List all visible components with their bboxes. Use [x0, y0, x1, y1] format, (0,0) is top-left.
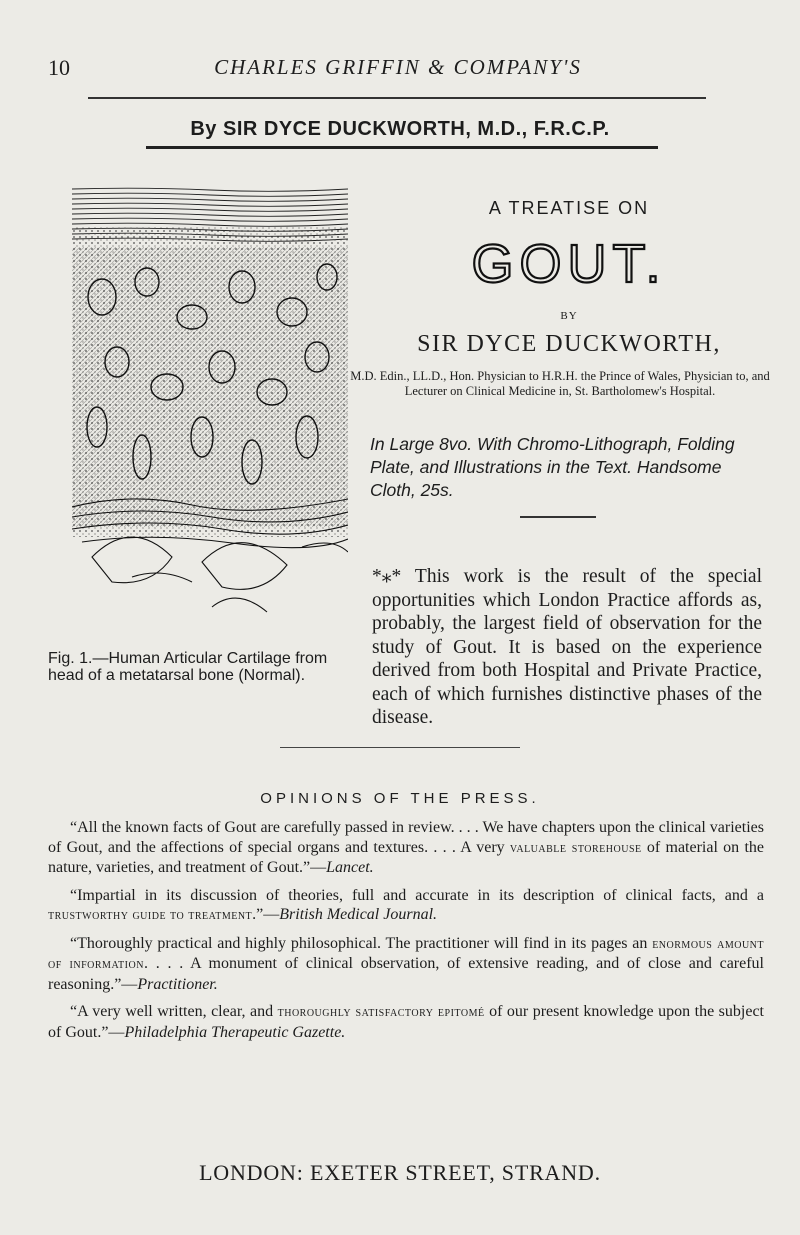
review-text: “A very well written, clear, and — [70, 1003, 278, 1020]
book-blurb — [372, 565, 762, 730]
gout-lettering — [378, 225, 760, 295]
gout-title-text: GOUT. — [471, 234, 667, 294]
review-text: .”— — [252, 906, 280, 923]
review-source: Lancet. — [326, 859, 374, 876]
review-text: “Impartial in its discussion of theories, full and accurate in its description of clinical facts, and a — [70, 886, 764, 904]
byline: By SIR DYCE DUCKWORTH, M.D., F.R.C.P. — [190, 118, 610, 140]
short-rule — [520, 516, 596, 518]
review-emphasis: thoroughly satisfactory epitomé — [277, 1005, 485, 1020]
review-source: Philadelphia Therapeutic Gazette. — [124, 1023, 346, 1041]
asterism: *⁎* — [372, 566, 402, 587]
review-source: Practitioner. — [137, 975, 218, 993]
review-emphasis: enormous amount of information — [48, 936, 764, 972]
author-name: SIR DYCE DUCKWORTH, — [417, 331, 721, 357]
press-heading: OPINIONS OF THE PRESS. — [260, 790, 540, 807]
section-rule — [280, 747, 520, 748]
byline-rule — [146, 146, 658, 149]
review-practitioner — [48, 934, 764, 995]
press-reviews — [48, 818, 764, 1050]
header-rule — [88, 97, 706, 99]
review-bmj — [48, 886, 764, 926]
running-title: CHARLES GRIFFIN & COMPANY'S — [214, 55, 582, 79]
blurb-text: This work is the result of the special opportunities which London Practice affords as, probably, the largest field of observation for the study of Gout. It is based on the experience derived from both Hospital and Private Practice, each of which furnishes distinctive phases of the disease. — [372, 566, 762, 728]
review-emphasis: valuable storehouse — [509, 840, 642, 856]
review-lancet — [48, 818, 764, 878]
edition-details: In Large 8vo. With Chromo-Lithograph, Folding Plate, and Illustrations in the Text. Handsome Cloth, 25s. — [370, 434, 735, 500]
review-source: British Medical Journal. — [279, 906, 438, 923]
review-emphasis: trustworthy guide to treatment — [48, 908, 253, 923]
review-text: of our present knowledge upon the subject of Gout.”— — [48, 1003, 765, 1041]
page-header — [48, 55, 748, 85]
review-text: of material on the nature, varieties, and treatment of Gout.”— — [48, 838, 764, 876]
author-credentials: M.D. Edin., LL.D., Hon. Physician to H.R.H. the Prince of Wales, Physician to, and Lecturer on Clinical Medicine in, St. Bartholomew's Hospital. — [350, 369, 770, 398]
review-philadelphia — [48, 1002, 764, 1042]
publisher-address: LONDON: EXETER STREET, STRAND. — [199, 1160, 601, 1185]
review-text: . . . . A monument of clinical observation, of extensive reading, and of close and careful reasoning.”— — [48, 955, 765, 993]
cartilage-illustration — [72, 187, 348, 647]
figure-caption: Fig. 1.—Human Articular Cartilage from head of a metatarsal bone (Normal). — [48, 650, 328, 684]
by-label: BY — [560, 310, 578, 322]
treatise-label: A TREATISE ON — [488, 198, 650, 218]
page-number: 10 — [48, 55, 70, 80]
gout-title — [378, 225, 760, 295]
review-text: “Thoroughly practical and highly philosophical. The practitioner will find in its pages an — [70, 934, 653, 952]
review-text: “All the known facts of Gout are carefully passed in review. . . . We have chapters upon the clinical varieties of Gout, and the affections of special organs and textures. . . . A very — [48, 819, 764, 856]
